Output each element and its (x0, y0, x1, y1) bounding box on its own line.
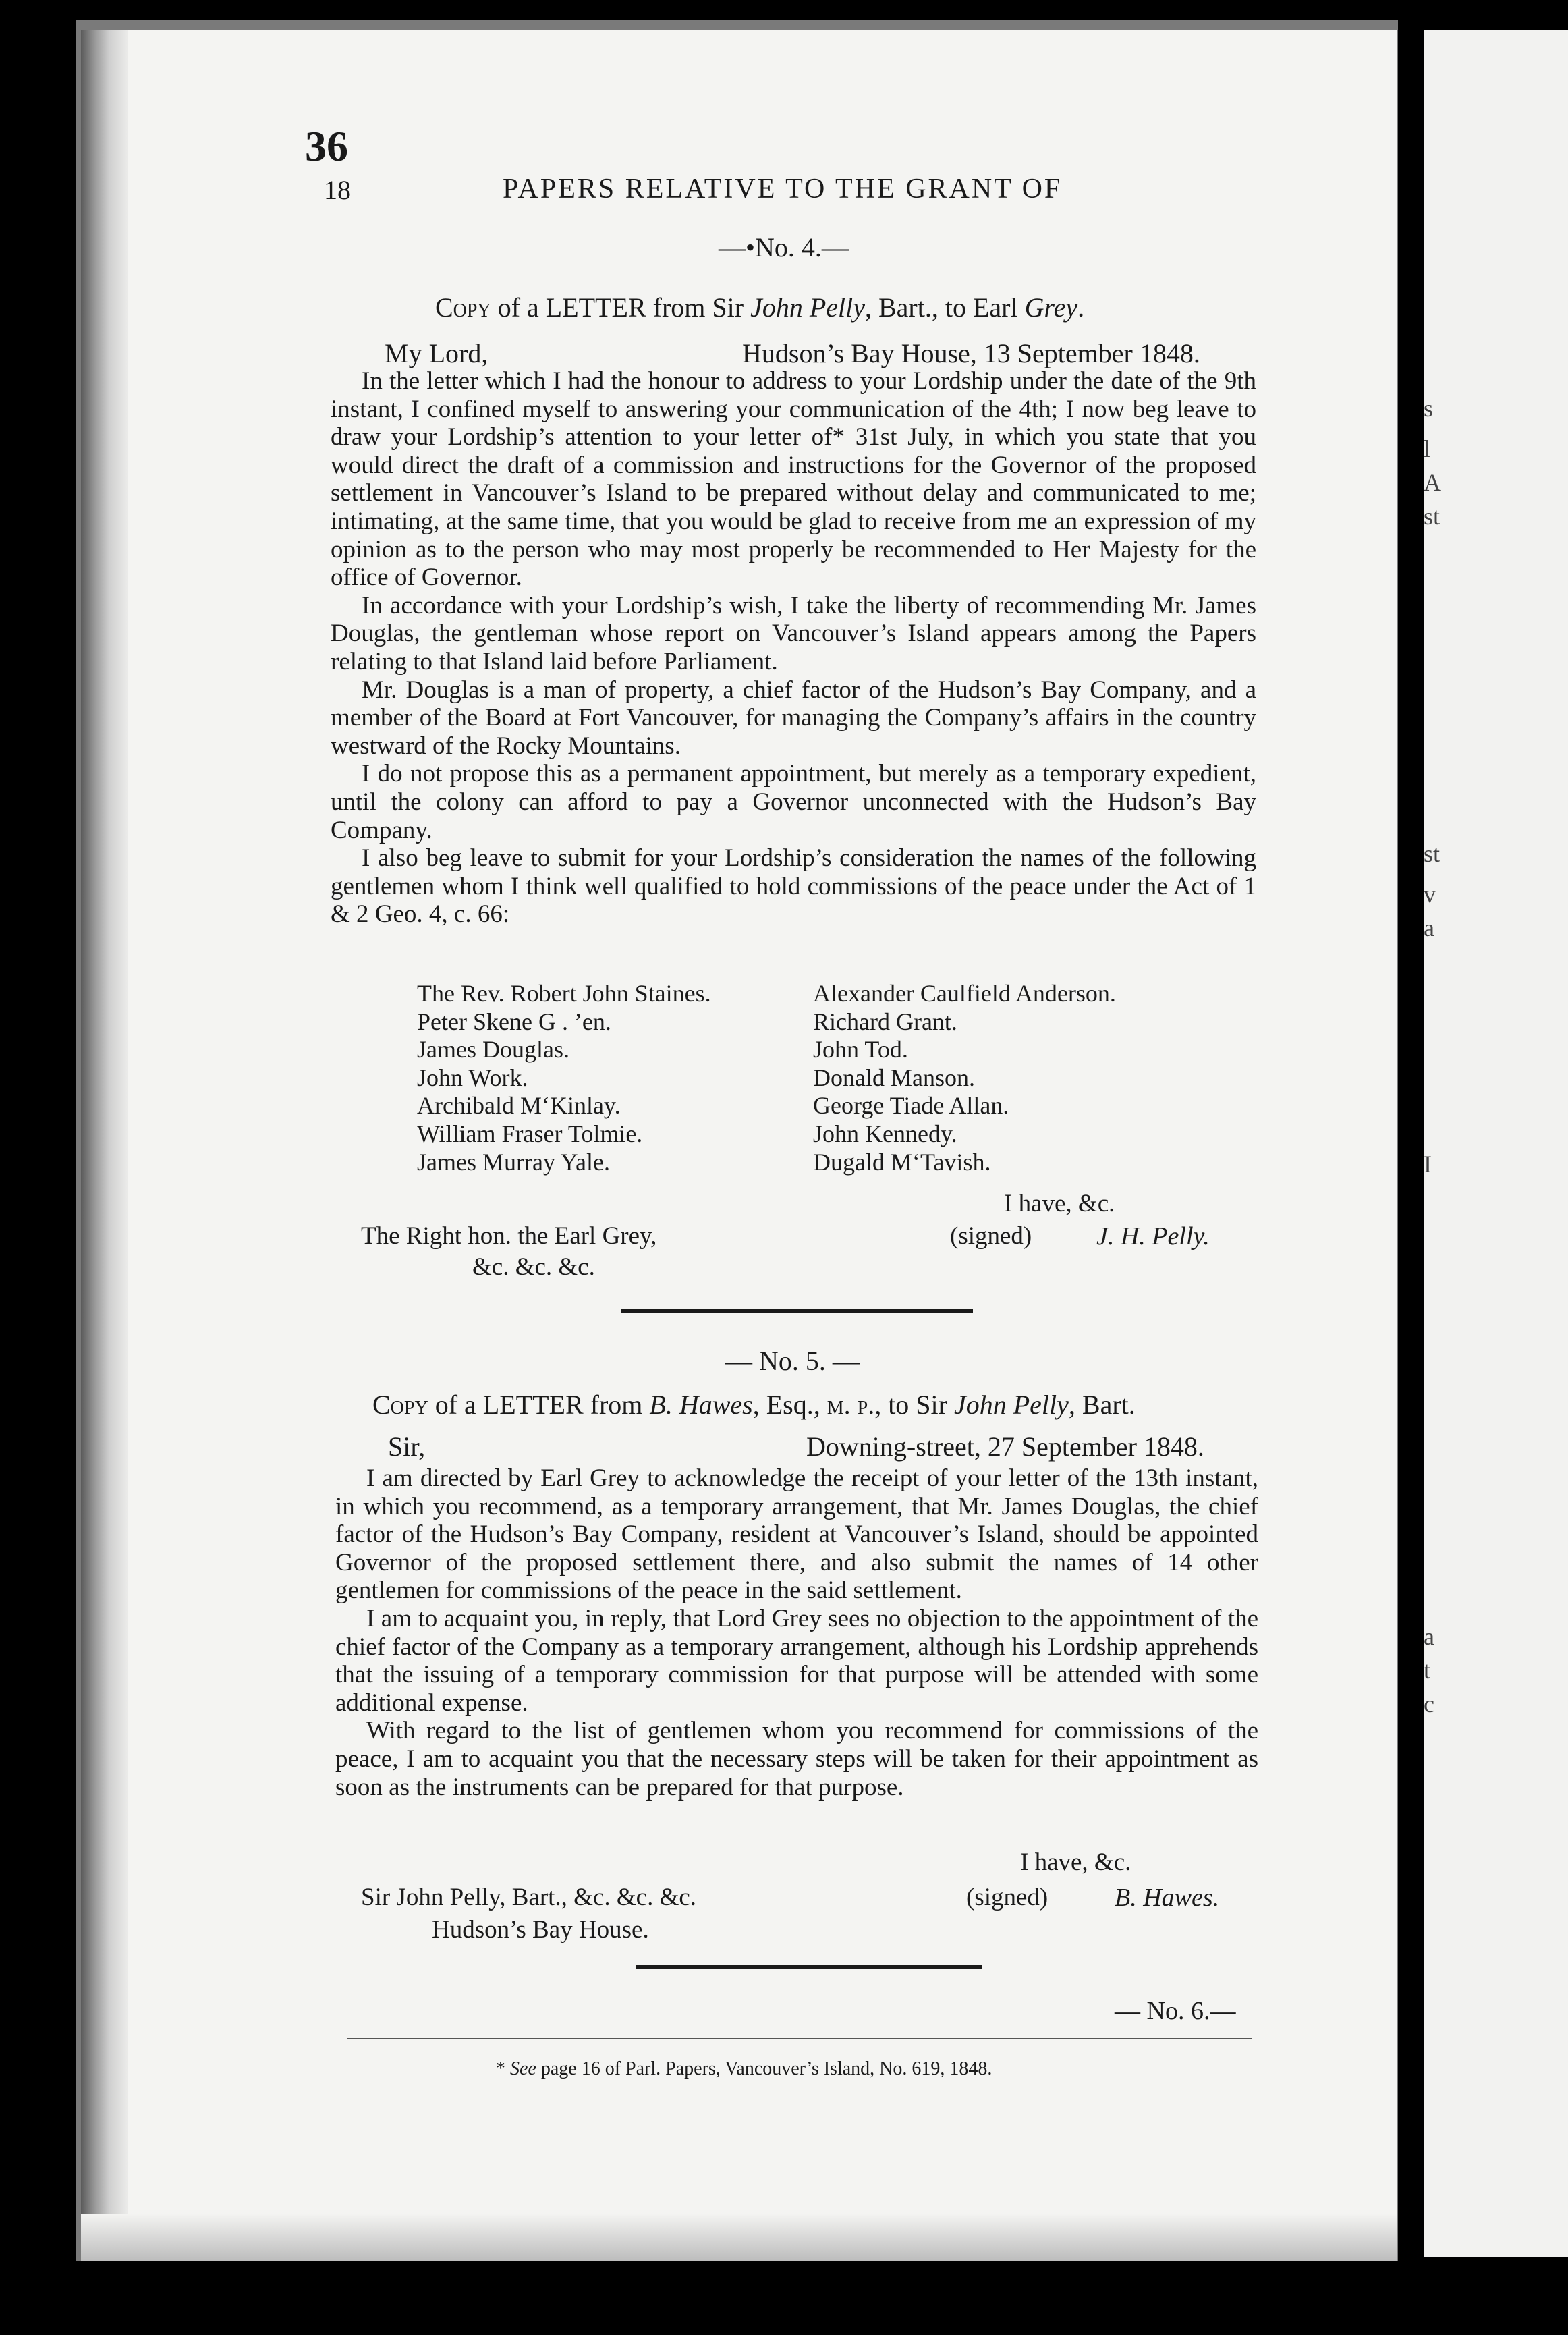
letter-heading (435, 292, 1084, 323)
heading-text: of a LETTER from Sir (491, 292, 751, 323)
heading-mp: m. p. (827, 1390, 875, 1420)
list-item: Alexander Caulfield Anderson. (813, 980, 1116, 1007)
signature: J. H. Pelly. (1096, 1222, 1210, 1251)
heading-text: , Esq., (752, 1390, 827, 1420)
adjacent-page-strip (1424, 30, 1568, 2257)
footnote (496, 2058, 992, 2080)
paragraph: Mr. Douglas is a man of property, a chief factor of the Hudson’s Bay Company, and a member of the Board at Fort Vancouver, for managing the Company’s affairs in the country westward of the Rocky Mountains. (331, 676, 1256, 760)
adjacent-fragment: st (1424, 840, 1440, 867)
list-item: George Tiade Allan. (813, 1092, 1009, 1120)
adjacent-fragment: s (1424, 395, 1434, 422)
letter-body (331, 367, 1256, 929)
footnote-text: page 16 of Parl. Papers, Vancouver’s Island, No. 619, 1848. (536, 2058, 992, 2079)
addressee: &c. &c. &c. (472, 1253, 595, 1281)
sheet-signature-mark: 18 (324, 175, 351, 205)
signed-label: (signed) (966, 1884, 1048, 1911)
adjacent-fragment: a (1424, 1623, 1434, 1650)
signature: B. Hawes. (1115, 1884, 1220, 1912)
list-item: The Rev. Robert John Staines. (417, 980, 711, 1007)
list-item: John Kennedy. (813, 1120, 957, 1147)
heading-text: of a LETTER from (428, 1390, 650, 1420)
page-bottom-shade (81, 2214, 1397, 2261)
list-item: Richard Grant. (813, 1008, 957, 1035)
paragraph: In the letter which I had the honour to address to your Lordship under the date of the 9th instant, I confined myself to answering your communication of the 4th; I now beg leave to draw your Lordship’s attention to your letter of* 31st July, in which you state that you would direct the draft of a commission and instructions for the Governor of the proposed settlement in Vancouver’s Island to be prepared without delay and communicated to me; intimating, at the same time, that you would be glad to receive from me an expression of my opinion as to the person who may most properly be recommended to Her Majesty for the office of Governor. (331, 367, 1256, 592)
dateline: Downing-street, 27 September 1848. (806, 1431, 1204, 1462)
footnote-rule (347, 2038, 1252, 2039)
heading-sender: John Pelly (750, 292, 865, 323)
letter-heading (372, 1389, 1136, 1421)
list-item: John Tod. (813, 1036, 908, 1064)
list-item: James Douglas. (417, 1036, 569, 1064)
section-divider (621, 1309, 973, 1313)
footnote-see: See (510, 2058, 536, 2079)
list-item: Donald Manson. (813, 1064, 975, 1091)
dateline: Hudson’s Bay House, 13 September 1848. (742, 338, 1200, 368)
adjacent-fragment: I (1424, 1151, 1432, 1178)
adjacent-fragment: st (1424, 503, 1440, 530)
adjacent-fragment: v (1424, 881, 1436, 908)
salutation: My Lord, (385, 338, 488, 368)
paragraph: With regard to the list of gentlemen whom you recommend for commissions of the peace, I am to acquaint you that the necessary steps will be taken for their appointment as soon as the instruments can be prepared for that purpose. (335, 1717, 1258, 1801)
paragraph: I do not propose this as a permanent appointment, but merely as a temporary expedient, until the colony can afford to pay a Governor unconnected with the Hudson’s Bay Company. (331, 760, 1256, 844)
next-letter-catchword: — No. 6.— (1115, 1997, 1236, 2025)
names-list-right (813, 980, 1116, 1176)
heading-copy: Copy (372, 1390, 428, 1420)
footnote-marker: * (496, 2058, 510, 2079)
letter-number: — No. 5. — (725, 1346, 860, 1376)
adjacent-fragment: A (1424, 469, 1441, 496)
list-item: Archibald M‘Kinlay. (417, 1092, 621, 1120)
list-item: William Fraser Tolmie. (417, 1120, 643, 1147)
list-item: Peter Skene G . ’en. (417, 1008, 611, 1035)
adjacent-fragment: c (1424, 1691, 1434, 1718)
page-number: 36 (305, 122, 348, 170)
heading-text: . (1077, 292, 1085, 323)
paragraph: I am to acquaint you, in reply, that Lord Grey sees no objection to the appointment of the chief factor of the Company as a temporary arrangement, although his Lordship apprehends that the issuing of a temporary commission for that purpose will be attended with some additional expense. (335, 1604, 1258, 1717)
heading-recipient: John Pelly (953, 1390, 1069, 1420)
addressee: The Right hon. the Earl Grey, (361, 1222, 657, 1250)
paragraph: I also beg leave to submit for your Lordship’s consideration the names of the following gentlemen whom I think well qualified to hold commissions of the peace under the Act of 1 & 2 Geo. 4, c. 66: (331, 844, 1256, 929)
addressee: Sir John Pelly, Bart., &c. &c. &c. (361, 1884, 697, 1911)
heading-recipient: Grey (1024, 292, 1078, 323)
salutation: Sir, (388, 1431, 426, 1462)
heading-sender: B. Hawes (649, 1390, 753, 1420)
binding-gutter (81, 30, 128, 2257)
letter-number: —•No. 4.— (719, 232, 849, 263)
paragraph: I am directed by Earl Grey to acknowledge the receipt of your letter of the 13th instant, in which you recommend, as a temporary arrangement, that Mr. James Douglas, the chief factor of the Hudson’s Bay Company, resident at Vancouver’s Island, should be appointed Governor of the proposed settlement there, and also submit the names of 14 other gentlemen for commissions of the peace in the said settlement. (335, 1464, 1258, 1605)
names-list-left (417, 980, 711, 1176)
running-head: PAPERS RELATIVE TO THE GRANT OF (503, 173, 1063, 204)
list-item: James Murray Yale. (417, 1148, 610, 1176)
heading-text: , Bart., to Earl (864, 292, 1025, 323)
heading-text: , to Sir (874, 1390, 954, 1420)
addressee: Hudson’s Bay House. (432, 1916, 649, 1944)
closing: I have, &c. (1020, 1848, 1131, 1876)
heading-text: , Bart. (1068, 1390, 1136, 1420)
closing: I have, &c. (1004, 1190, 1115, 1217)
list-item: Dugald M‘Tavish. (813, 1148, 991, 1176)
adjacent-fragment: a (1424, 914, 1434, 941)
signed-label: (signed) (950, 1222, 1032, 1250)
adjacent-fragment: t (1424, 1657, 1431, 1684)
paragraph: In accordance with your Lordship’s wish, I take the liberty of recommending Mr. James Douglas, the gentleman whose report on Vancouver’s Island appears among the Papers relating to that Island laid before Parliament. (331, 591, 1256, 676)
section-divider (636, 1965, 982, 1969)
letter-body (335, 1464, 1258, 1801)
adjacent-fragment: l (1424, 435, 1431, 462)
list-item: John Work. (417, 1064, 528, 1091)
heading-copy: Copy (435, 292, 491, 323)
